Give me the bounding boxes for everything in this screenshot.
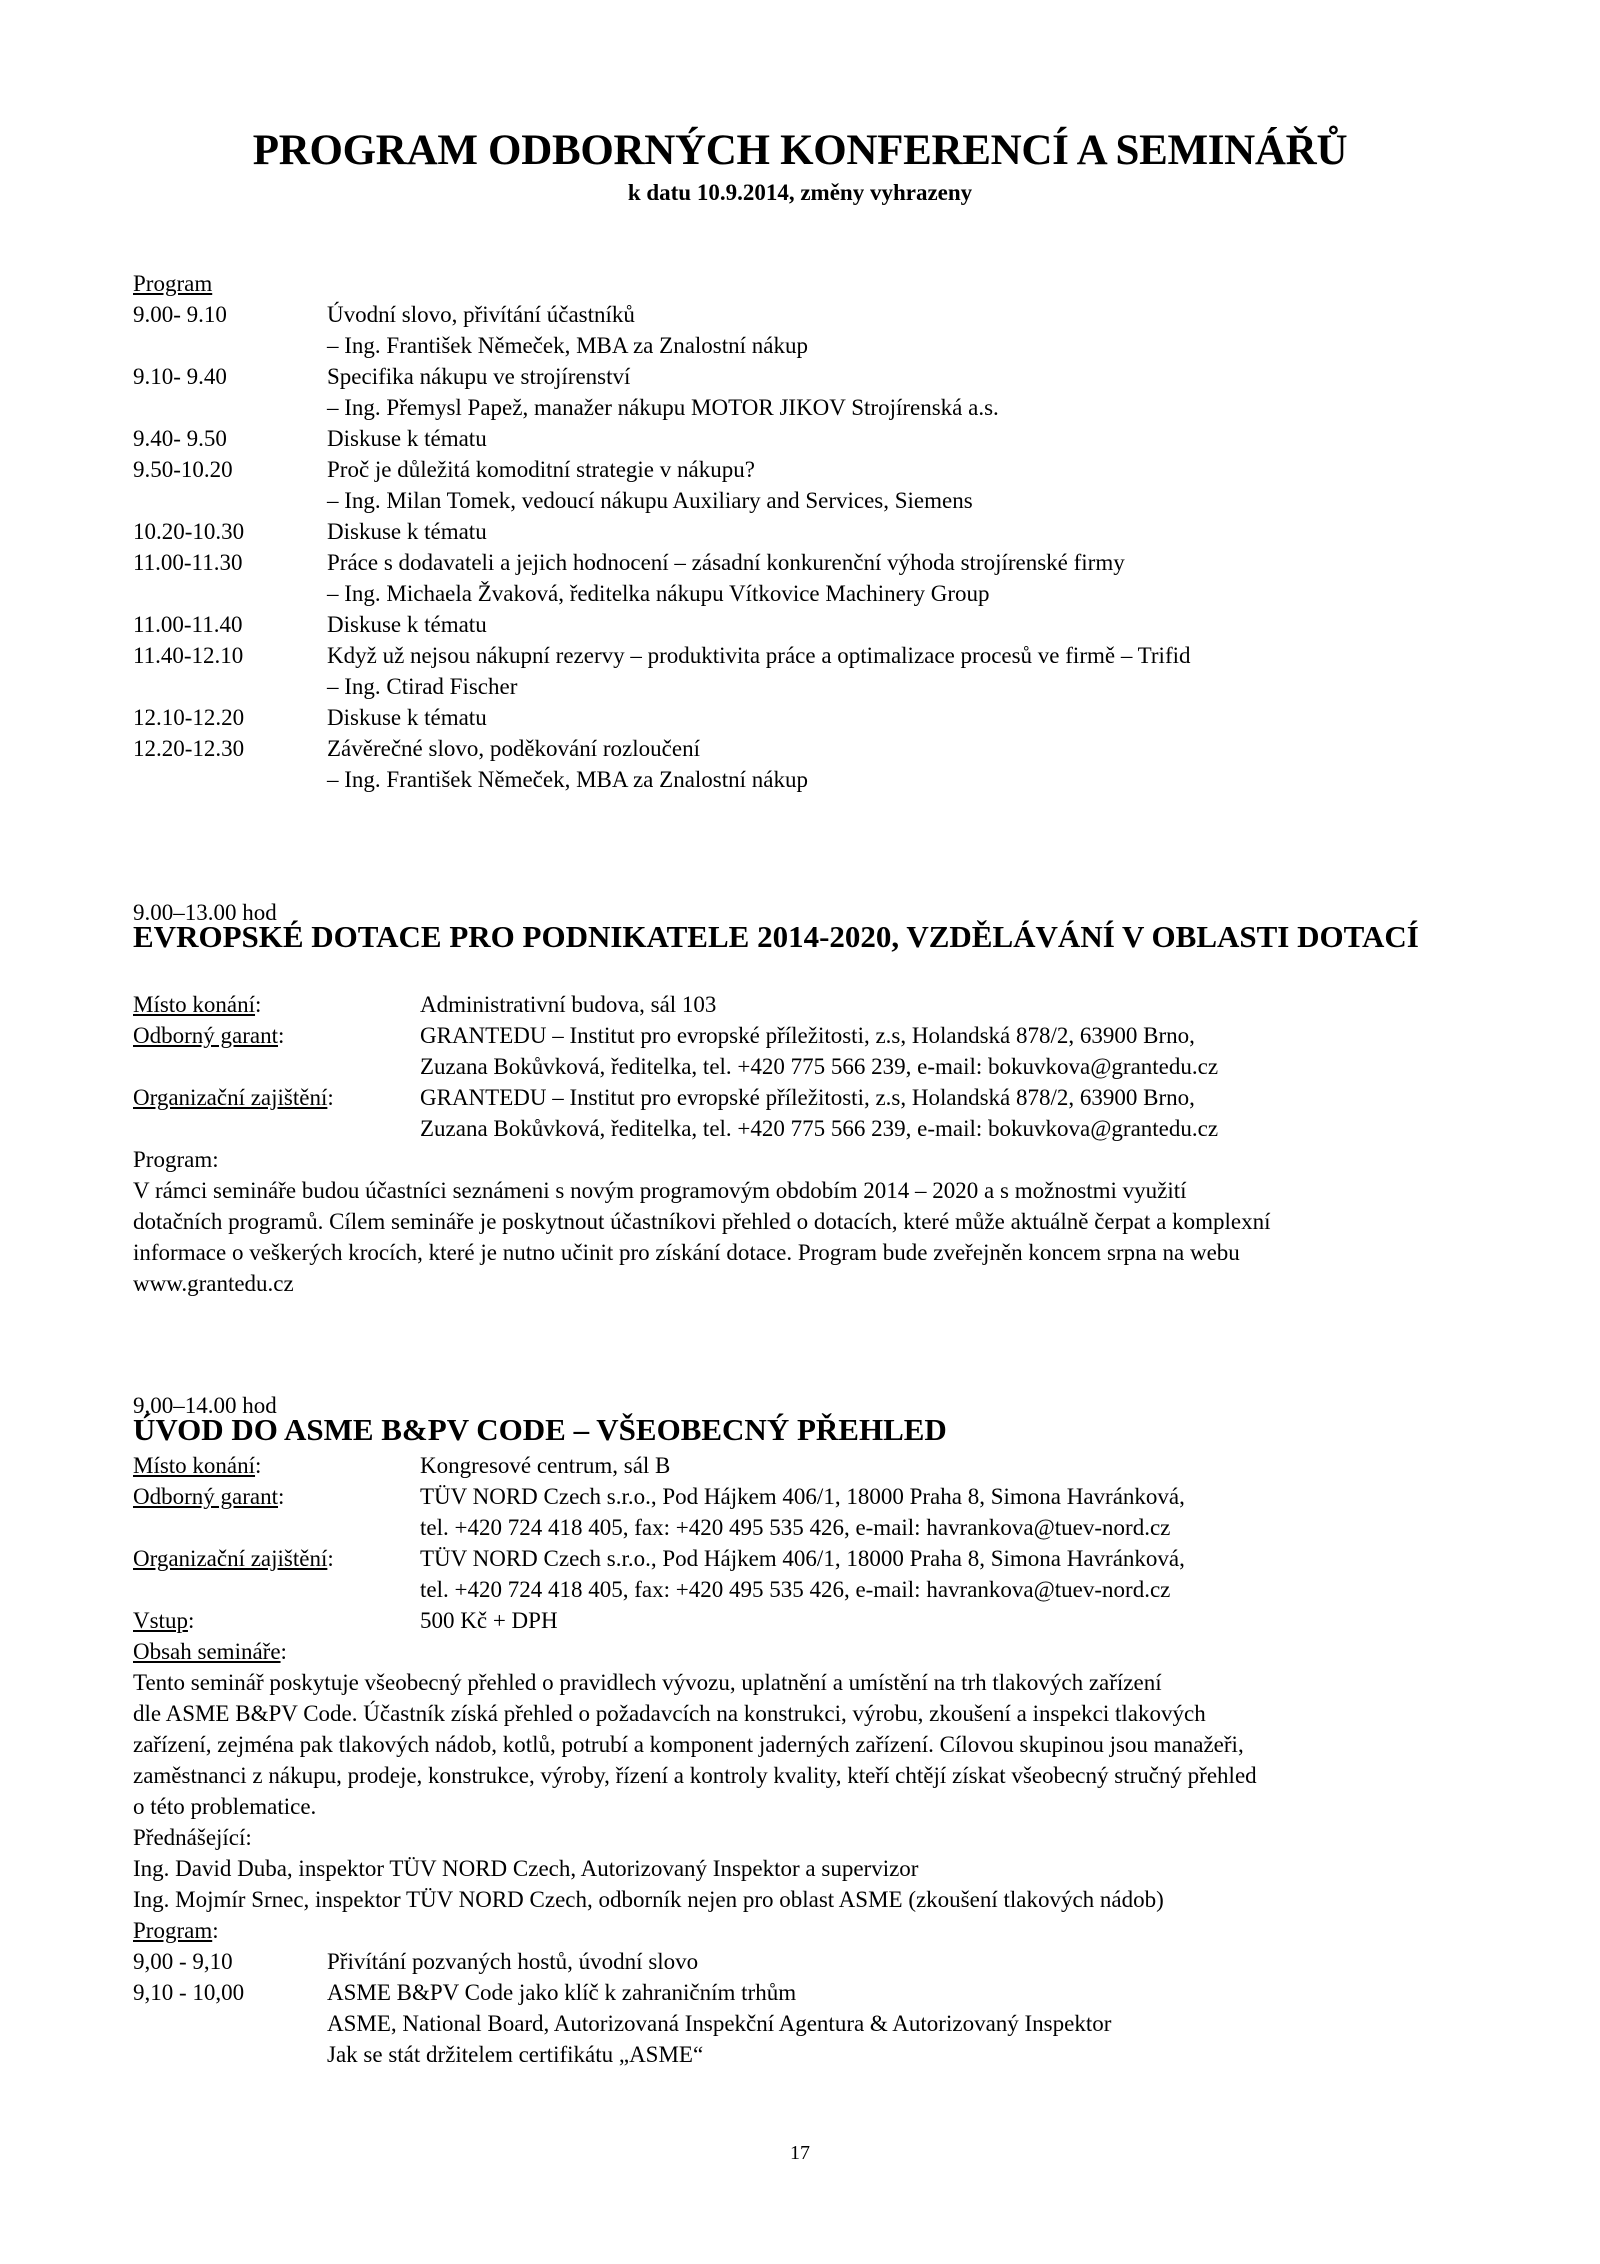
section-time: 9,00–14.00 hod [133,1393,277,1418]
info-value: tel. +420 724 418 405, fax: +420 495 535 426, e-mail: havrankova@tuev-nord.cz [420,1515,1171,1540]
info-label-text: Odborný garant [133,1023,278,1048]
program-row [133,454,1191,485]
info-row [133,1450,1185,1481]
info-label [133,1450,420,1481]
info-label-text: Odborný garant [133,1484,278,1509]
info-label [133,1020,420,1051]
program-item: ASME, National Board, Autorizovaná Inspekční Agentura & Autorizovaný Inspektor [327,2011,1112,2036]
program-row [133,2008,1111,2039]
info-label-suffix: : [187,1608,195,1633]
info-value: GRANTEDU – Institut pro evropské příležitosti, z.s, Holandská 878/2, 63900 Brno, [420,1085,1195,1110]
program-row [133,764,1191,795]
content-label: Obsah semináře: [133,1639,287,1664]
program-time: 11.00-11.30 [133,550,243,575]
program-rows [133,299,1191,795]
info-value: Zuzana Bokůvková, ředitelka, tel. +420 775 566 239, e-mail: bokuvkova@grantedu.cz [420,1116,1219,1141]
program-item: – Ing. František Němeček, MBA za Znalostní nákup [327,767,808,792]
paragraph-line: dle ASME B&PV Code. Účastník získá přehled o požadavcích na konstrukci, výrobu, zkoušení a inspekci tlakových [133,1701,1206,1726]
program-row [133,1977,1111,2008]
info-label [133,1574,420,1605]
info-row [133,1020,1218,1051]
paragraph-line: zaměstnanci z nákupu, prodeje, konstrukce, výroby, řízení a kontroly kvality, kteří chtějí získat všeobecný stručný přehled [133,1763,1257,1788]
program-time: 9.40- 9.50 [133,426,227,451]
program-item: Diskuse k tématu [327,612,487,637]
program-item: Diskuse k tématu [327,426,487,451]
paragraph-line: V rámci semináře budou účastníci seznámeni s novým programovým obdobím 2014 – 2020 a s možnostmi využití [133,1178,1187,1203]
info-label [133,1543,420,1574]
program-item: Diskuse k tématu [327,705,487,730]
program-time [133,330,327,361]
program-time: 9,10 - 10,00 [133,1980,245,2005]
program-row [133,330,1191,361]
section-time: 9.00–13.00 hod [133,900,277,925]
paragraph-line: www.grantedu.cz [133,1271,294,1296]
program-time [133,485,327,516]
info-label-text: Organizační zajištění [133,1085,328,1110]
info-label [133,989,420,1020]
info-label-suffix: : [278,1023,285,1048]
program-row [133,733,1191,764]
info-row [133,1543,1185,1574]
paragraph-line: Ing. David Duba, inspektor TÜV NORD Czech, Autorizovaný Inspektor a supervizor [133,1856,919,1881]
program-time: 9,00 - 9,10 [133,1949,233,1974]
paragraph-line: Ing. Mojmír Srnec, inspektor TÜV NORD Czech, odborník nejen pro oblast ASME (zkoušení tlakových nádob) [133,1887,1164,1912]
program-time [133,2039,327,2070]
section-description [133,1175,1493,1299]
section-title: ÚVOD DO ASME B&PV CODE – VŠEOBECNÝ PŘEHLED [133,1412,947,1447]
info-label-text: Vstup [133,1608,188,1633]
info-label [133,1082,420,1113]
program-item: Diskuse k tématu [327,519,487,544]
program-time [133,2008,327,2039]
program-row [133,392,1191,423]
program-time: 9.50-10.20 [133,457,233,482]
program-item: – Ing. František Němeček, MBA za Znalostní nákup [327,333,808,358]
program-time: 12.10-12.20 [133,705,245,730]
info-value: 500 Kč + DPH [420,1608,558,1633]
program-row [133,2039,1111,2070]
info-row [133,1574,1185,1605]
program-label: Program: [133,1918,219,1943]
program-item: Když už nejsou nákupní rezervy – produktivita práce a optimalizace procesů ve firmě – Trifid [327,643,1191,668]
page-number: 17 [790,2142,810,2164]
program-row [133,671,1191,702]
program-row [133,361,1191,392]
program-time: 9.10- 9.40 [133,364,227,389]
info-label-suffix: : [327,1085,334,1110]
info-label [133,1512,420,1543]
program-row [133,299,1191,330]
info-row [133,1605,1185,1636]
speakers-list [133,1853,1493,1915]
info-row [133,1481,1185,1512]
info-row [133,1512,1185,1543]
program-item: – Ing. Ctirad Fischer [327,674,518,699]
program-time: 11.40-12.10 [133,643,244,668]
program-item: Úvodní slovo, přivítání účastníků [327,302,635,327]
program-item: Jak se stát držitelem certifikátu „ASME“ [327,2042,704,2067]
program-time [133,392,327,423]
paragraph-line: dotačních programů. Cílem semináře je poskytnout účastníkovi přehled o dotacích, které může aktuálně čerpat a komplexní [133,1209,1271,1234]
info-value: Administrativní budova, sál 103 [420,992,717,1017]
program-row [133,423,1191,454]
info-label [133,1605,420,1636]
program-row [133,1946,1111,1977]
program-schedule [133,268,1191,795]
paragraph-line: o této problematice. [133,1794,317,1819]
info-label-text: Místo konání [133,992,256,1017]
program-item: Proč je důležitá komoditní strategie v nákupu? [327,457,755,482]
info-value: Kongresové centrum, sál B [420,1453,671,1478]
program-item: Přivítání pozvaných hostů, úvodní slovo [327,1949,699,1974]
section-description [133,1667,1493,1822]
info-label-suffix: : [327,1546,334,1571]
paragraph-line: informace o veškerých krocích, které je nutno učinit pro získání dotace. Program bude zveřejněn koncem srpna na webu [133,1240,1240,1265]
info-label-text: Organizační zajištění [133,1546,328,1571]
page-subtitle: k datu 10.9.2014, změny vyhrazeny [627,180,973,205]
program-item: – Ing. Michaela Žvaková, ředitelka nákupu Vítkovice Machinery Group [327,581,990,606]
info-value: TÜV NORD Czech s.r.o., Pod Hájkem 406/1, 18000 Praha 8, Simona Havránková, [420,1546,1185,1571]
program-row [133,640,1191,671]
info-label [133,1481,420,1512]
program-rows [133,1946,1111,2070]
program-label: Program: [133,1147,219,1172]
program-time: 11.00-11.40 [133,612,243,637]
speakers-label: Přednášející: [133,1825,252,1850]
page-title: PROGRAM ODBORNÝCH KONFERENCÍ A SEMINÁŘŮ [252,127,1348,174]
section-info [133,989,1218,1144]
program-time [133,671,327,702]
program-row [133,485,1191,516]
paragraph-line: zařízení, zejména pak tlakových nádob, kotlů, potrubí a komponent jaderných zařízení. Cílovou skupinou jsou manažeři, [133,1732,1244,1757]
program-row [133,516,1191,547]
info-value: TÜV NORD Czech s.r.o., Pod Hájkem 406/1, 18000 Praha 8, Simona Havránková, [420,1484,1185,1509]
info-label-text: Místo konání [133,1453,256,1478]
section-info [133,1450,1185,1636]
program-item: Závěrečné slovo, poděkování rozloučení [327,736,700,761]
program-time: 12.20-12.30 [133,736,245,761]
program-row [133,578,1191,609]
info-label [133,1113,420,1144]
info-value: tel. +420 724 418 405, fax: +420 495 535 426, e-mail: havrankova@tuev-nord.cz [420,1577,1171,1602]
program-row [133,609,1191,640]
paragraph-line: Tento seminář poskytuje všeobecný přehled o pravidlech vývozu, uplatnění a umístění na trh tlakových zařízení [133,1670,1162,1695]
program-row [133,547,1191,578]
program-time: 10.20-10.30 [133,519,245,544]
program-item: ASME B&PV Code jako klíč k zahraničním trhům [327,1980,797,2005]
program-item: – Ing. Přemysl Papež, manažer nákupu MOTOR JIKOV Strojírenská a.s. [327,395,999,420]
program-item: – Ing. Milan Tomek, vedoucí nákupu Auxiliary and Services, Siemens [327,488,973,513]
info-label [133,1051,420,1082]
info-row [133,1082,1218,1113]
info-row [133,989,1218,1020]
info-value: GRANTEDU – Institut pro evropské příležitosti, z.s, Holandská 878/2, 63900 Brno, [420,1023,1195,1048]
info-label-suffix: : [278,1484,285,1509]
program-time: 9.00- 9.10 [133,302,227,327]
info-label-suffix: : [255,992,262,1017]
program-item: Práce s dodavateli a jejich hodnocení – zásadní konkurenční výhoda strojírenské firmy [327,550,1125,575]
program-time [133,764,327,795]
info-row [133,1051,1218,1082]
program-time [133,578,327,609]
section-title: EVROPSKÉ DOTACE PRO PODNIKATELE 2014-2020, VZDĚLÁVÁNÍ V OBLASTI DOTACÍ [133,919,1419,954]
info-value: Zuzana Bokůvková, ředitelka, tel. +420 775 566 239, e-mail: bokuvkova@grantedu.cz [420,1054,1219,1079]
info-label-suffix: : [255,1453,262,1478]
program-item: Specifika nákupu ve strojírenství [327,364,631,389]
program-label: Program [133,271,213,296]
info-row [133,1113,1218,1144]
program-row [133,702,1191,733]
